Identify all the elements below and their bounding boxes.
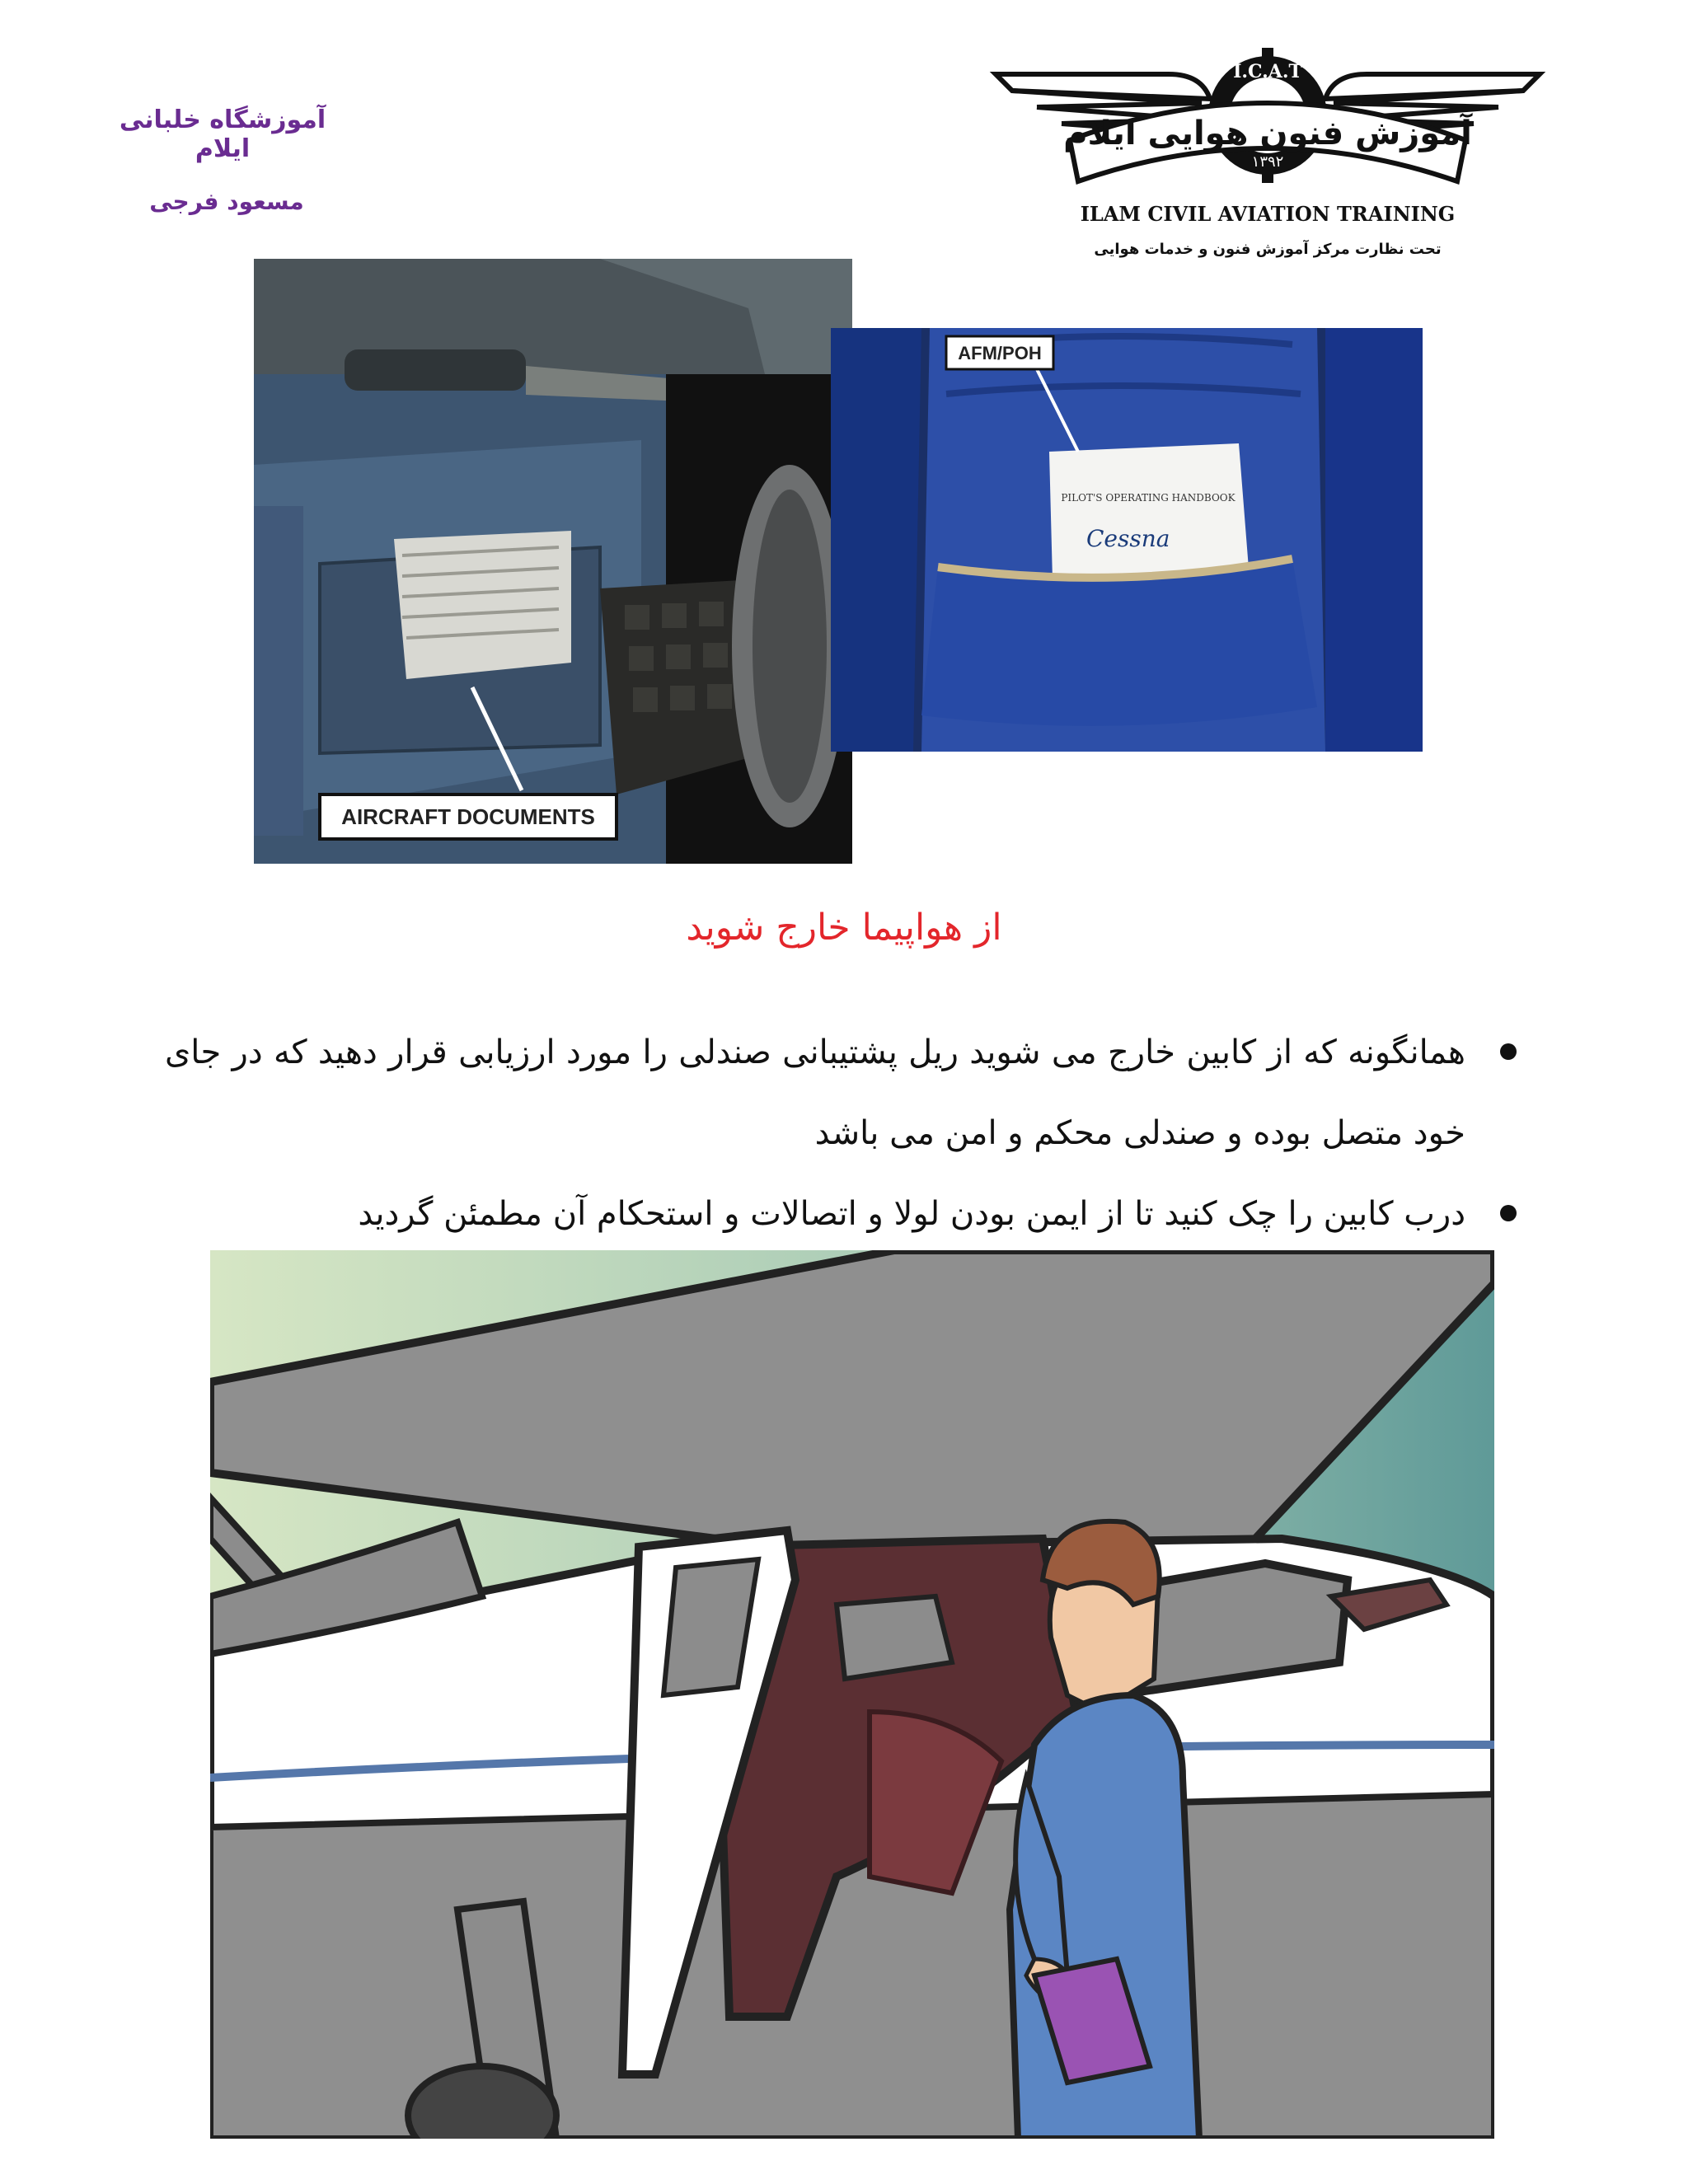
- logo-persian-name: آموزش فنون هوایی ایلام: [1063, 115, 1472, 152]
- author-name: مسعود فرجی: [149, 188, 304, 215]
- cabin-door-illustration: [210, 1250, 1494, 2139]
- logo-year: ۱۳۹۲: [1251, 153, 1284, 171]
- logo-english-name: ILAM CIVIL AVIATION TRAINING: [1080, 202, 1456, 226]
- logo-subtitle: تحت نظارت مرکز آموزش فنون و خدمات هوایی: [1094, 241, 1442, 258]
- bullet-dot: [1500, 1043, 1517, 1060]
- icat-logo: [979, 41, 1556, 280]
- cessna-brand: Cessna: [1086, 525, 1170, 552]
- afm-poh-label: AFM/POH: [958, 343, 1042, 363]
- bullet-item: [165, 1174, 1517, 1254]
- cockpit-documents-photo: [254, 259, 852, 864]
- bullet-text: همانگونه که از کابین خارج می شوید ریل پشتیبانی صندلی را مورد ارزیابی قرار دهید که در جای خود متصل بوده و صندلی محکم و امن می باشد: [165, 1033, 1465, 1152]
- aircraft-documents-label: AIRCRAFT DOCUMENTS: [341, 804, 595, 829]
- handbook-title: PILOT'S OPERATING HANDBOOK: [1061, 492, 1236, 504]
- bullet-item: [165, 1012, 1517, 1174]
- bullet-text: درب کابین را چک کنید تا از ایمن بودن لولا و اتصالات و استحکام آن مطمئن گردید: [358, 1195, 1465, 1233]
- afm-poh-photo: [831, 328, 1423, 752]
- bullet-list: [165, 1012, 1517, 1254]
- logo-acronym: I.C.A.T: [1233, 61, 1302, 82]
- school-name: آموزشگاه خلبانی ایلام: [119, 105, 326, 163]
- bullet-dot: [1500, 1205, 1517, 1221]
- section-title: از هواپیما خارج شوید: [686, 907, 1002, 949]
